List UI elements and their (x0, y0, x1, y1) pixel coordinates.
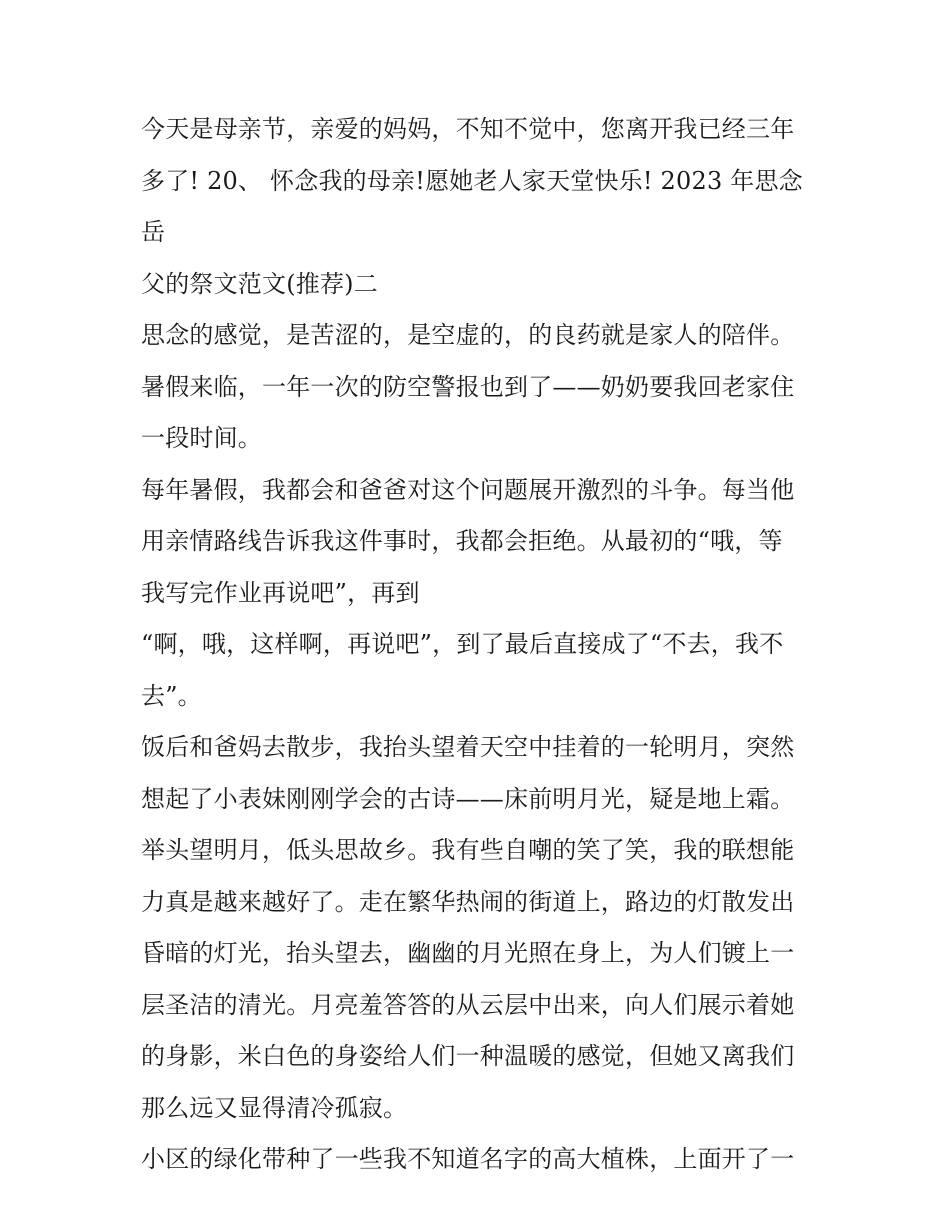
paragraph-6: 小区的绿化带种了一些我不知道名字的高大植株，上面开了一 (141, 1145, 795, 1173)
paragraph-3: 每年暑假，我都会和爸爸对这个问题展开激烈的斗争。每当他 用亲情路线告诉我这件事时，我都会拒绝。从最初的“哦，等 我写完作业再说吧”，再到 (141, 475, 795, 607)
paragraph-5: 饭后和爸妈去散步，我抬头望着天空中挂着的一轮明月，突然 想起了小表妹刚刚学会的古诗——床前明月光，疑是地上霜。 举头望明月，低头思故乡。我有些自嘲的笑了笑，我的联想能 力真是越来越好了。走在繁华热闹的街道上，路边的灯散发出 昏暗的灯光，抬头望去，幽幽的月光照在身上，为人们镀上一 层圣洁的清光。月亮羞答答的从云层中出来，向人们展示着她 的身影，米白色的身姿给人们一种温暖的感觉，但她又离我们 那么远又显得清冷孤寂。 (141, 733, 795, 1122)
paragraph-2: 思念的感觉，是苦涩的，是空虚的，的良药就是家人的陪伴。 暑假来临，一年一次的防空警报也到了——奶奶要我回老家住 一段时间。 (141, 321, 795, 452)
paragraph-4: “啊，哦，这样啊，再说吧”，到了最后直接成了“不去，我不 去”。 (141, 630, 784, 710)
document-body (141, 104, 813, 1186)
paragraph-1: 今天是母亲节，亲爱的妈妈，不知不觉中，您离开我已经三年 多了! 20、 怀念我的母亲!愿她老人家天堂快乐! 2023 年思念岳 父的祭文范文(推荐)二 (141, 115, 803, 298)
